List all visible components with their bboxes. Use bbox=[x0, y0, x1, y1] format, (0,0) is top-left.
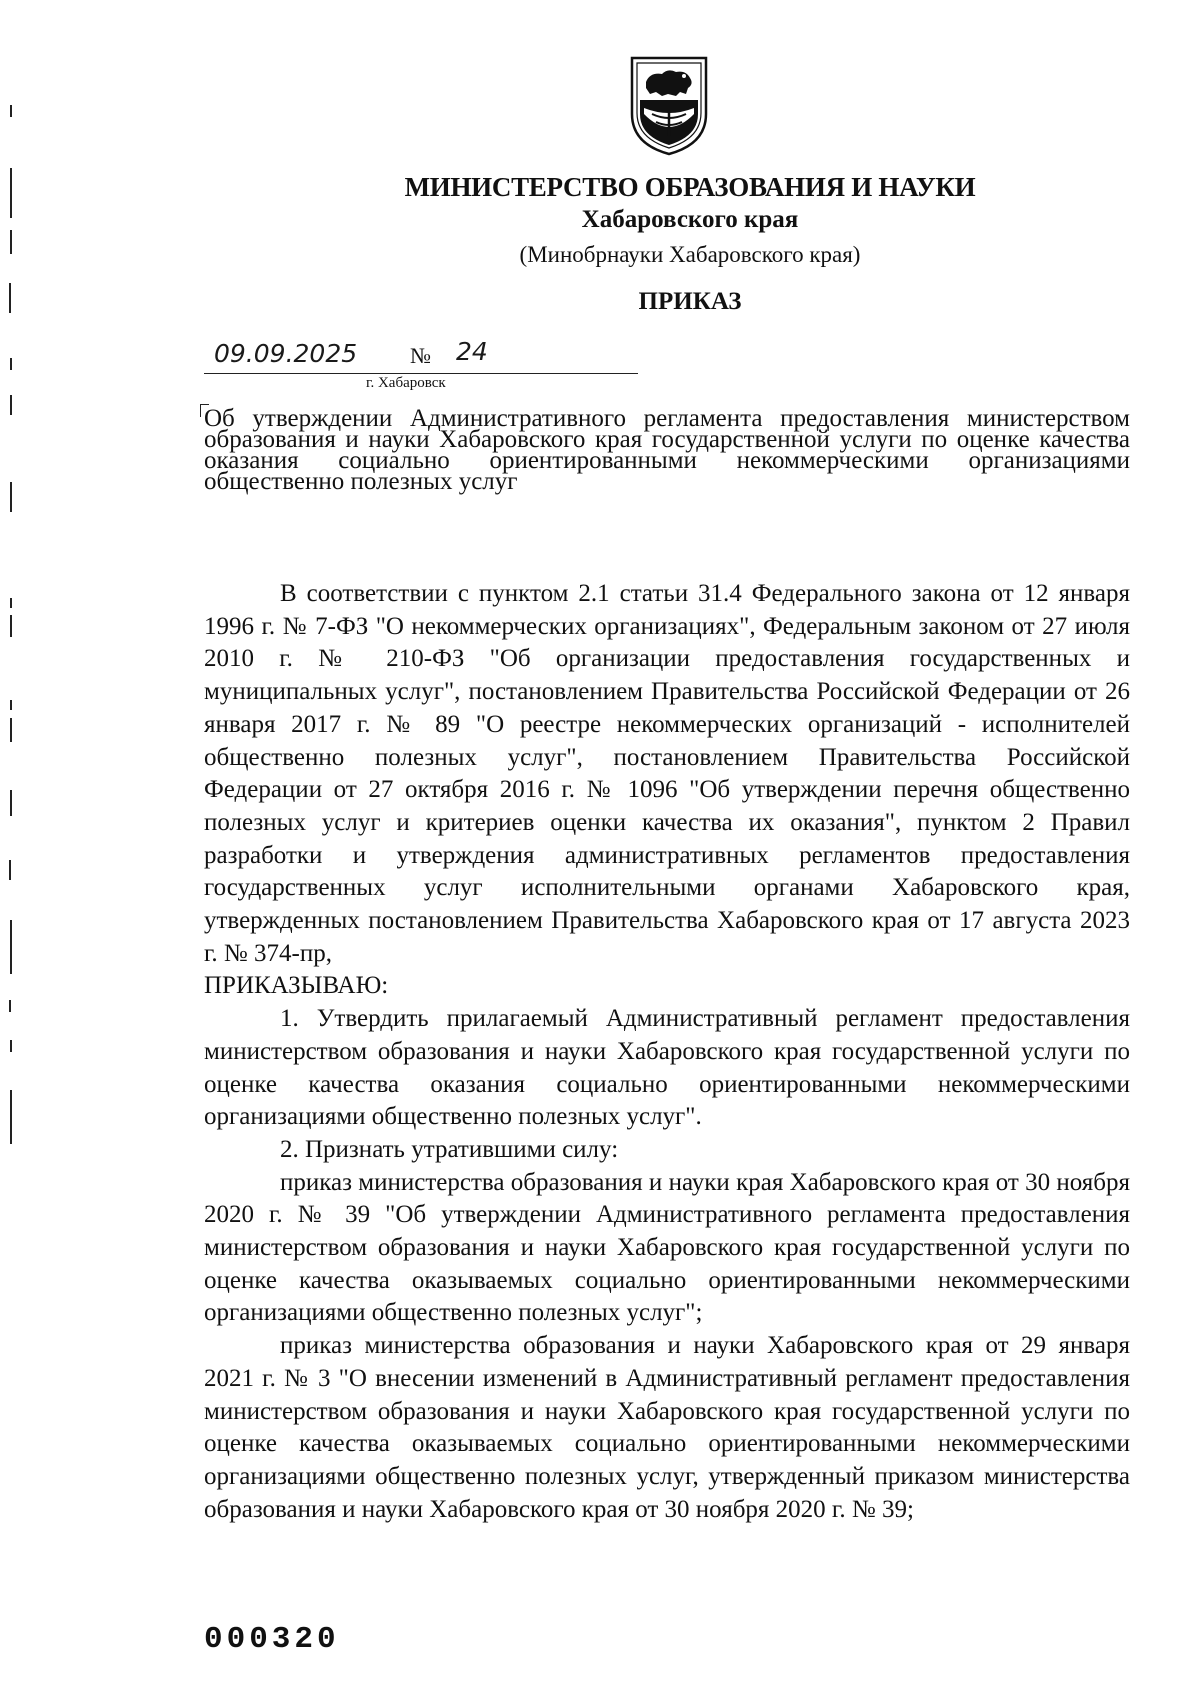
coat-of-arms-icon bbox=[628, 52, 710, 158]
issue-city: г. Хабаровск bbox=[366, 375, 446, 391]
number-sign: № bbox=[410, 343, 431, 368]
registration-line bbox=[204, 337, 638, 374]
item-2b-paragraph: приказ министерства образования и науки Хабаровского края от 29 января 2021 г. № 3 "О внесении изменений в Административный регламент предоставления министерством образования и науки Хабаровского края государственной услуги по оценке качества оказываемых социально ориентированными некоммерческими организациями общественно полезных услуг, утвержденный приказом министерства образования и науки Хабаровского края от 30 ноября 2020 г. № 39; bbox=[204, 1332, 1130, 1523]
order-date: 09.09.2025 bbox=[214, 339, 358, 368]
region-name: Хабаровского края bbox=[581, 206, 799, 233]
order-subject: Об утверждении Административного регламента предоставления министерством образования и науки Хабаровского края государственной услуги по оценке качества оказания социально ориентированными некоммерческими организациями общественно полезных услуг bbox=[204, 405, 1130, 495]
item-2-paragraph: 2. Признать утратившими силу: bbox=[280, 1135, 619, 1163]
item-1-paragraph: 1. Утвердить прилагаемый Административный регламент предоставления министерством образования и науки Хабаровского края государственной услуги по оценке качества оказания социально ориентированными некоммерческими организациями общественно полезных услуг". bbox=[204, 1005, 1130, 1131]
ministry-short-name: (Минобрнауки Хабаровского края) bbox=[519, 242, 861, 267]
preamble-paragraph: В соответствии с пунктом 2.1 статьи 31.4 Федерального закона от 12 января 1996 г. № 7-ФЗ "О некоммерческих организациях", Федеральным законом от 27 июля 2010 г. № 210-ФЗ "Об организации предоставления государственных и муниципальных услуг", постановлением Правительства Российской Федерации от 26 января 2017 г. № 89 "О реестре некоммерческих организаций - исполнителей общественно полезных услуг", постановлением Правительства Российской Федерации от 27 октября 2016 г. № 1096 "Об утверждении перечня общественно полезных услуг и критериев оценки качества их оказания", пунктом 2 Правил разработки и утверждения административных регламентов предоставления государственных услуг исполнительными органами Хабаровского края, утвержденных постановлением Правительства Хабаровского края от 17 августа 2023 г. № 374-пр, bbox=[204, 580, 1130, 967]
order-body bbox=[204, 578, 1130, 1526]
order-word: ПРИКАЗЫВАЮ: bbox=[204, 972, 389, 1000]
item-2a-paragraph: приказ министерства образования и науки края Хабаровского края от 30 ноября 2020 г. № 39 "Об утверждении Административного регламента предоставления министерством образования и науки Хабаровского края государственной услуги по оценке качества оказываемых социально ориентированными некоммерческими организациями общественно полезных услуг"; bbox=[204, 1168, 1130, 1327]
ministry-name: МИНИСТЕРСТВО ОБРАЗОВАНИЯ И НАУКИ bbox=[404, 172, 976, 202]
order-number: 24 bbox=[456, 337, 488, 366]
document-type-title: ПРИКАЗ bbox=[638, 288, 742, 315]
form-serial-number: 000320 bbox=[204, 1622, 340, 1657]
